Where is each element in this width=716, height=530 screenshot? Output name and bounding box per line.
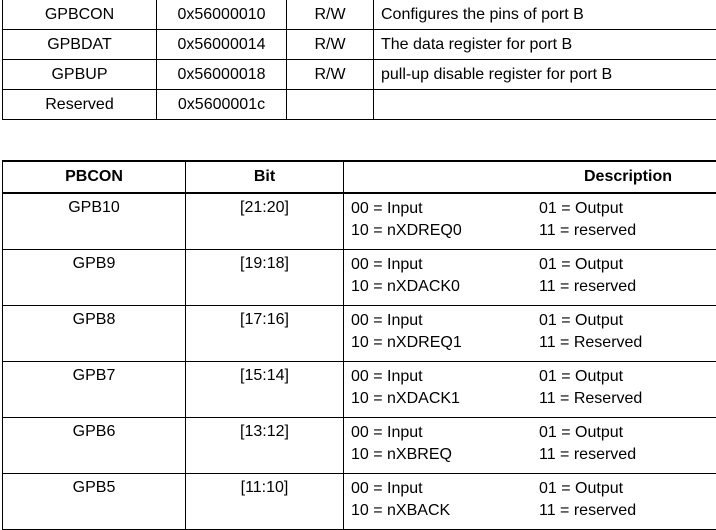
option-10: 10 = nXBACK [351,500,450,522]
bit-config-table [2,160,716,530]
option-10: 10 = nXDACK0 [351,276,460,298]
option-10: 10 = nXBREQ [351,444,452,466]
register-address: 0x56000014 [157,30,287,60]
bit-range: [17:16] [186,306,344,362]
description-line [351,332,716,354]
option-11: 11 = reserved [539,276,636,298]
bit-range: [13:12] [186,418,344,474]
bit-range: [21:20] [186,193,344,250]
register-description: pull-up disable register for port B [374,60,716,90]
register-row [3,60,716,90]
pin-description [344,362,716,418]
bit-row [3,362,716,418]
bit-row [3,306,716,362]
bit-row [3,193,716,250]
option-11: 11 = reserved [539,444,636,466]
description-line [351,220,716,242]
pin-name: GPB9 [3,250,186,306]
description-line [351,254,716,276]
pin-name: GPB7 [3,362,186,418]
header-pbcon: PBCON [3,161,186,193]
register-rw [287,90,374,120]
option-10: 10 = nXDREQ1 [351,332,462,354]
option-01: 01 = Output [539,366,623,388]
register-description: Configures the pins of port B [374,0,716,30]
register-rw: R/W [287,60,374,90]
pin-name: GPB6 [3,418,186,474]
bit-range: [11:10] [186,474,344,530]
pin-name: GPB5 [3,474,186,530]
option-10: 10 = nXDREQ0 [351,220,462,242]
header-bit: Bit [186,161,344,193]
register-row [3,90,716,120]
option-01: 01 = Output [539,310,623,332]
option-00: 00 = Input [351,478,423,500]
register-row [3,30,716,60]
option-01: 01 = Output [539,198,623,220]
bit-row [3,250,716,306]
option-01: 01 = Output [539,422,623,444]
pin-description [344,306,716,362]
option-11: 11 = reserved [539,220,636,242]
bit-range: [19:18] [186,250,344,306]
pin-description [344,474,716,530]
register-name: Reserved [3,90,157,120]
register-description: The data register for port B [374,30,716,60]
description-line [351,422,716,444]
option-11: 11 = Reserved [539,388,642,410]
option-00: 00 = Input [351,198,423,220]
description-line [351,500,716,522]
pin-description [344,250,716,306]
register-row [3,0,716,30]
option-00: 00 = Input [351,310,423,332]
bit-header-row [3,161,716,193]
pin-description [344,418,716,474]
option-00: 00 = Input [351,366,423,388]
option-11: 11 = Reserved [539,332,642,354]
description-line [351,388,716,410]
register-rw: R/W [287,0,374,30]
register-name: GPBUP [3,60,157,90]
register-rw: R/W [287,30,374,60]
bit-row [3,418,716,474]
description-line [351,198,716,220]
pin-name: GPB10 [3,193,186,250]
option-10: 10 = nXDACK1 [351,388,460,410]
register-address: 0x56000018 [157,60,287,90]
register-address: 0x56000010 [157,0,287,30]
register-description [374,90,716,120]
register-name: GPBDAT [3,30,157,60]
option-00: 00 = Input [351,254,423,276]
option-00: 00 = Input [351,422,423,444]
header-description: Description [344,161,716,193]
description-line [351,276,716,298]
register-table [2,0,716,120]
option-01: 01 = Output [539,478,623,500]
register-address: 0x5600001c [157,90,287,120]
description-line [351,366,716,388]
pin-description [344,193,716,250]
option-11: 11 = reserved [539,500,636,522]
bit-range: [15:14] [186,362,344,418]
option-01: 01 = Output [539,254,623,276]
register-name: GPBCON [3,0,157,30]
bit-row [3,474,716,530]
description-line [351,444,716,466]
description-line [351,478,716,500]
description-line [351,310,716,332]
pin-name: GPB8 [3,306,186,362]
